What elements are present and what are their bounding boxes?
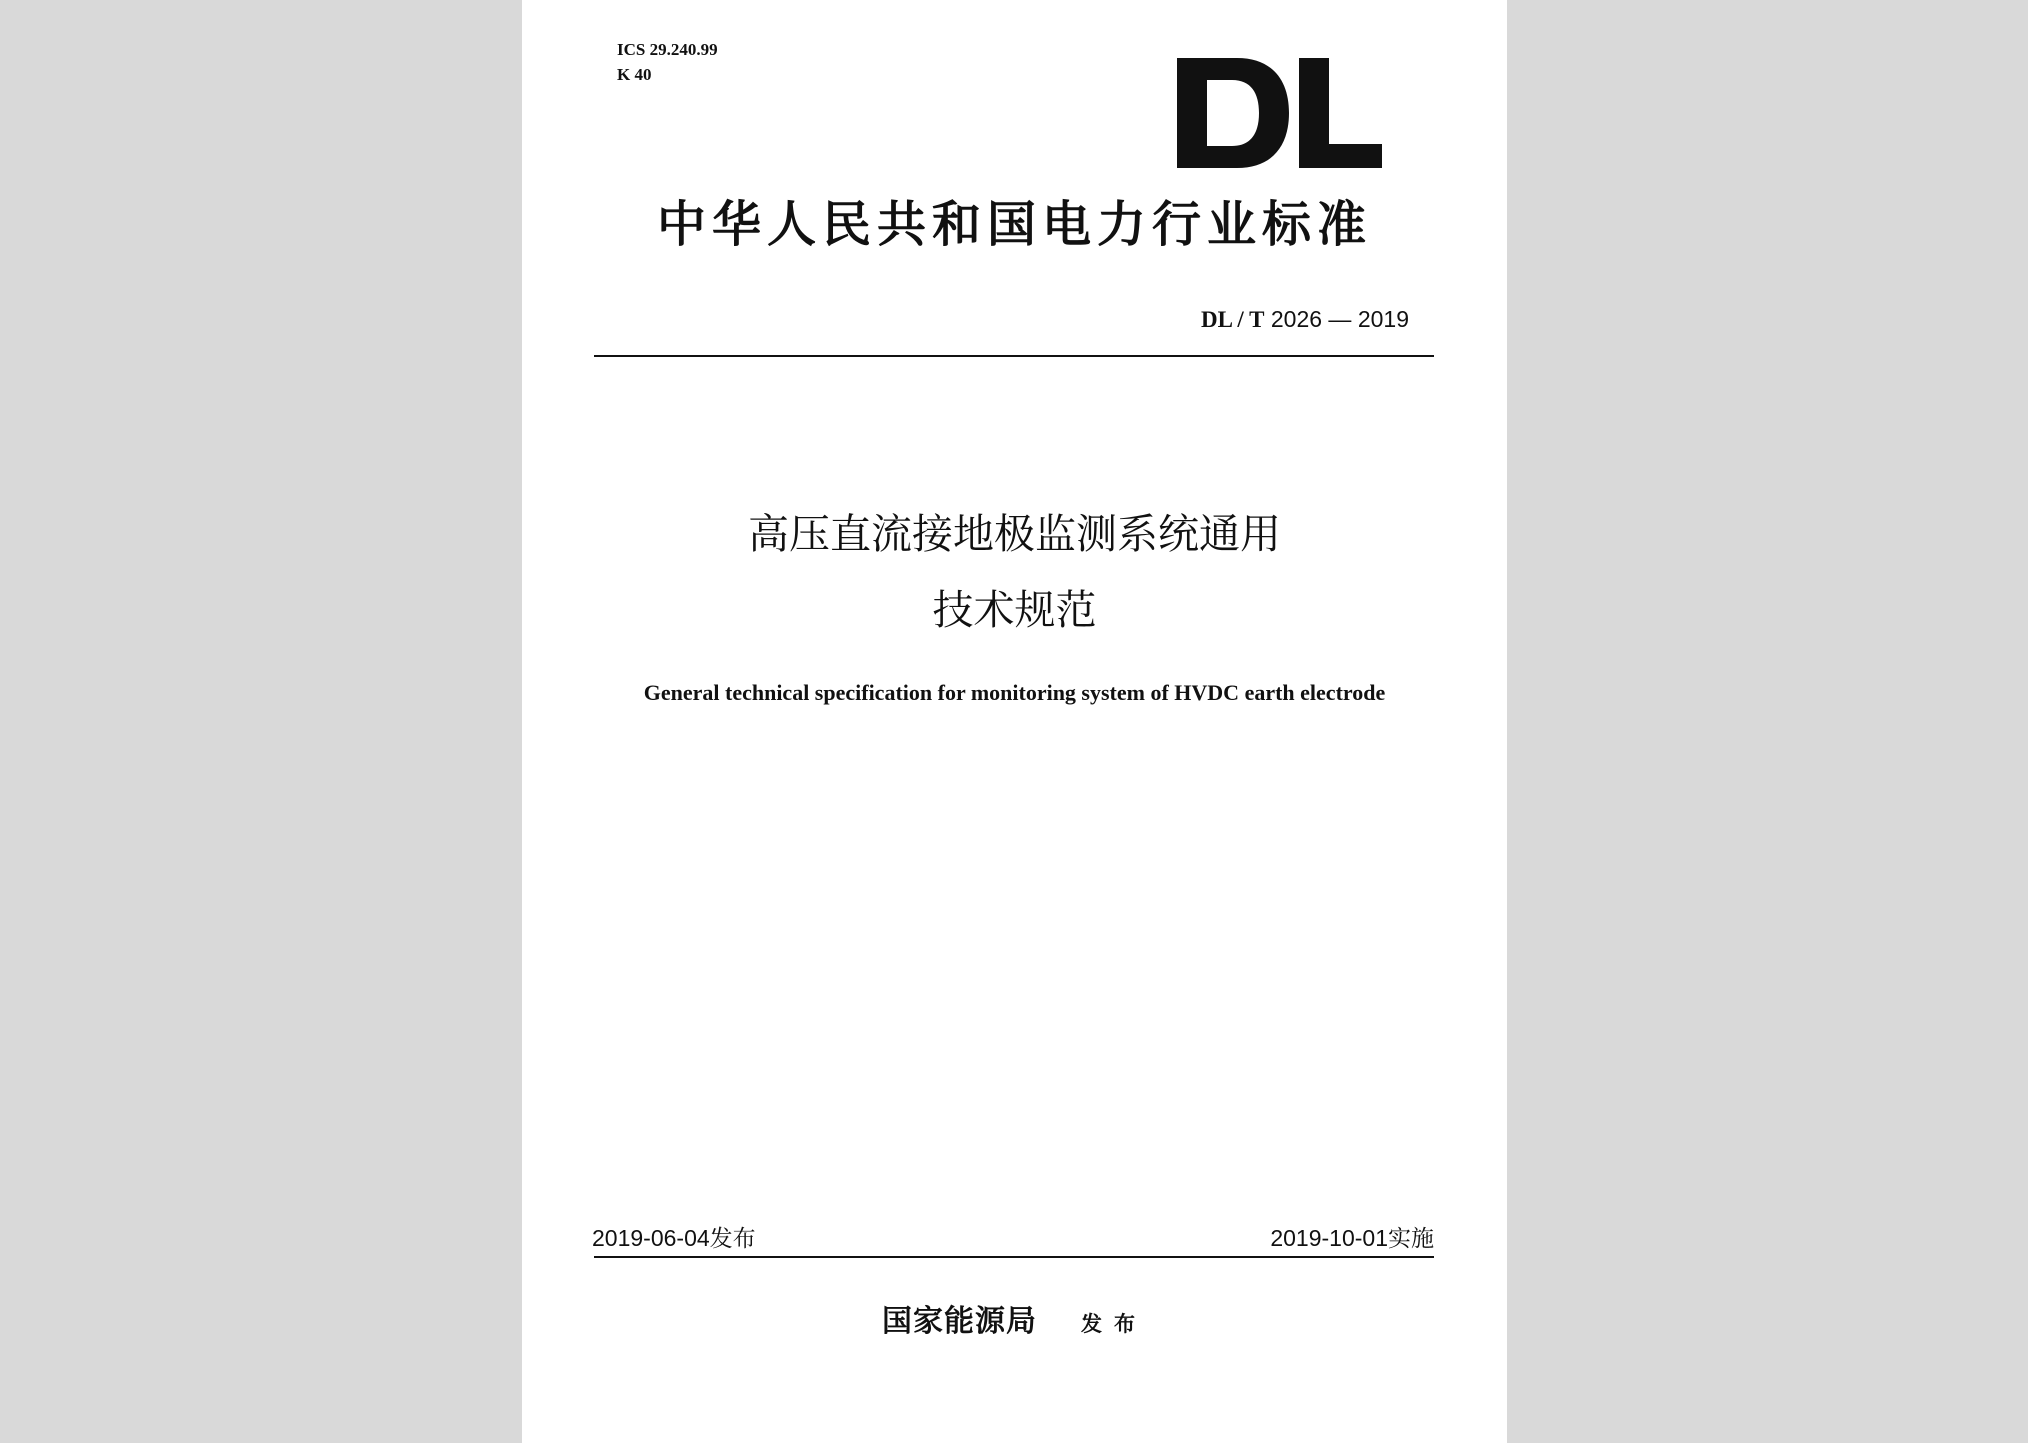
issuing-authority: [522, 1302, 1507, 1344]
authority-name: 国家能源局: [882, 1304, 1037, 1339]
dl-logo: [1177, 58, 1382, 168]
issuer-title: 中华人民共和国电力行业标准: [656, 196, 1372, 253]
ccs-code: K 40: [617, 65, 652, 84]
title-en: General technical specification for monitoring system of HVDC earth electrode: [643, 680, 1386, 705]
standard-number-code: 2026 — 2019: [1270, 306, 1409, 332]
standard-number: [1201, 304, 1409, 335]
footer-rule: [594, 1256, 1434, 1258]
dl-logo-letter-l: [1299, 58, 1382, 168]
standard-number-prefix: DL / T: [1200, 307, 1265, 332]
implementation-date: 2019-10-01实施: [1270, 1225, 1434, 1251]
authority-action: 发布: [1081, 1312, 1147, 1336]
issue-date: 2019-06-04发布: [592, 1225, 756, 1251]
header-rule: [594, 355, 1434, 357]
document-page: [522, 0, 1507, 1443]
dl-logo-letter-d: [1177, 58, 1289, 168]
title-cn-line2: 技术规范: [932, 586, 1097, 634]
title-cn-line1: 高压直流接地极监测系统通用: [748, 510, 1281, 558]
ics-code: ICS 29.240.99: [617, 40, 718, 59]
